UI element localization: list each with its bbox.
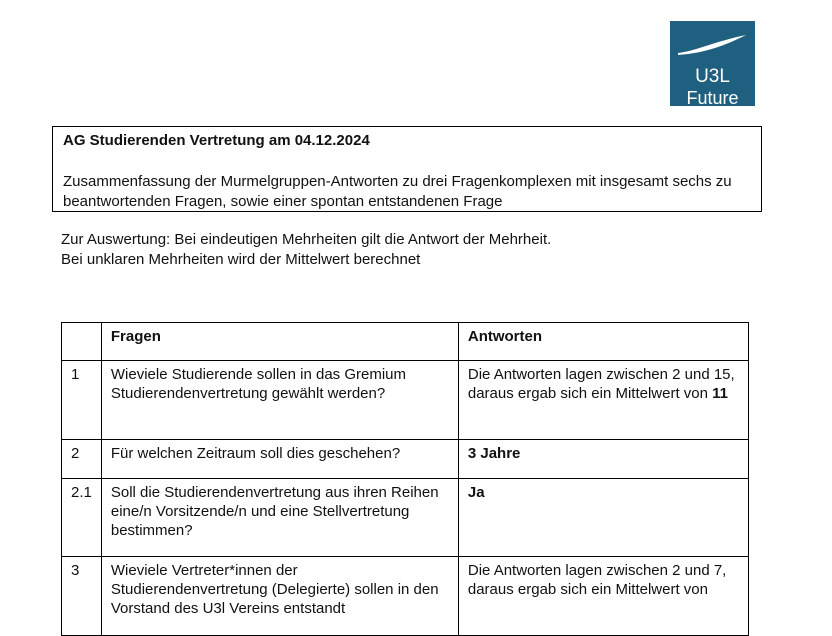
logo-line-1: U3L: [695, 66, 730, 87]
swoosh-icon: [676, 31, 748, 61]
document-summary: Zusammenfassung der Murmelgruppen-Antworten zu drei Fragenkomplexen mit insgesamt sechs zu beantwortenden Fragen, sowie einer spontan entstandenen Frage: [63, 173, 732, 210]
table-row: [62, 440, 749, 479]
row-answer: [458, 440, 748, 479]
answer-highlight: 11: [712, 385, 729, 402]
row-question: Für welchen Zeitraum soll dies geschehen?: [101, 440, 458, 479]
row-question: Soll die Studierendenvertretung aus ihren Reihen eine/n Vorsitzende/n und eine Stellvertretung bestimmen?: [101, 479, 458, 557]
logo-line-2: Future: [686, 88, 739, 108]
header-number: [62, 323, 102, 361]
evaluation-note-line-2: Bei unklaren Mehrheiten wird der Mittelwert berechnet: [61, 251, 421, 268]
u3l-future-logo: [670, 21, 755, 106]
row-question: Wieviele Studierende sollen in das Gremium Studierendenvertretung gewählt werden?: [101, 361, 458, 440]
answer-highlight: 3 Jahre: [467, 445, 521, 462]
answer-text: Die Antworten lagen zwischen 2 und 15, daraus ergab sich ein Mittelwert von: [467, 366, 735, 402]
header-box: [52, 126, 762, 212]
evaluation-note-line-1: Zur Auswertung: Bei eindeutigen Mehrheiten gilt die Antwort der Mehrheit.: [61, 231, 552, 248]
row-number: 3: [62, 557, 102, 636]
row-number: 2.1: [62, 479, 102, 557]
questions-table: [61, 322, 749, 636]
row-answer: [458, 557, 748, 636]
table-row: [62, 361, 749, 440]
table-header-row: [62, 323, 749, 361]
row-answer: [458, 479, 748, 557]
answer-highlight: Ja: [467, 484, 485, 501]
evaluation-note: [61, 230, 551, 270]
table-row: [62, 557, 749, 636]
table-row: [62, 479, 749, 557]
header-answers: Antworten: [458, 323, 748, 361]
row-number: 1: [62, 361, 102, 440]
answer-text: Die Antworten lagen zwischen 2 und 7, daraus ergab sich ein Mittelwert von: [467, 562, 727, 598]
row-answer: [458, 361, 748, 440]
row-question: Wieviele Vertreter*innen der Studierendenvertretung (Delegierte) sollen in den Vorstand des U3l Vereins entstandt: [101, 557, 458, 636]
header-questions: Fragen: [101, 323, 458, 361]
row-number: 2: [62, 440, 102, 479]
document-title: AG Studierenden Vertretung am 04.12.2024: [63, 132, 370, 149]
